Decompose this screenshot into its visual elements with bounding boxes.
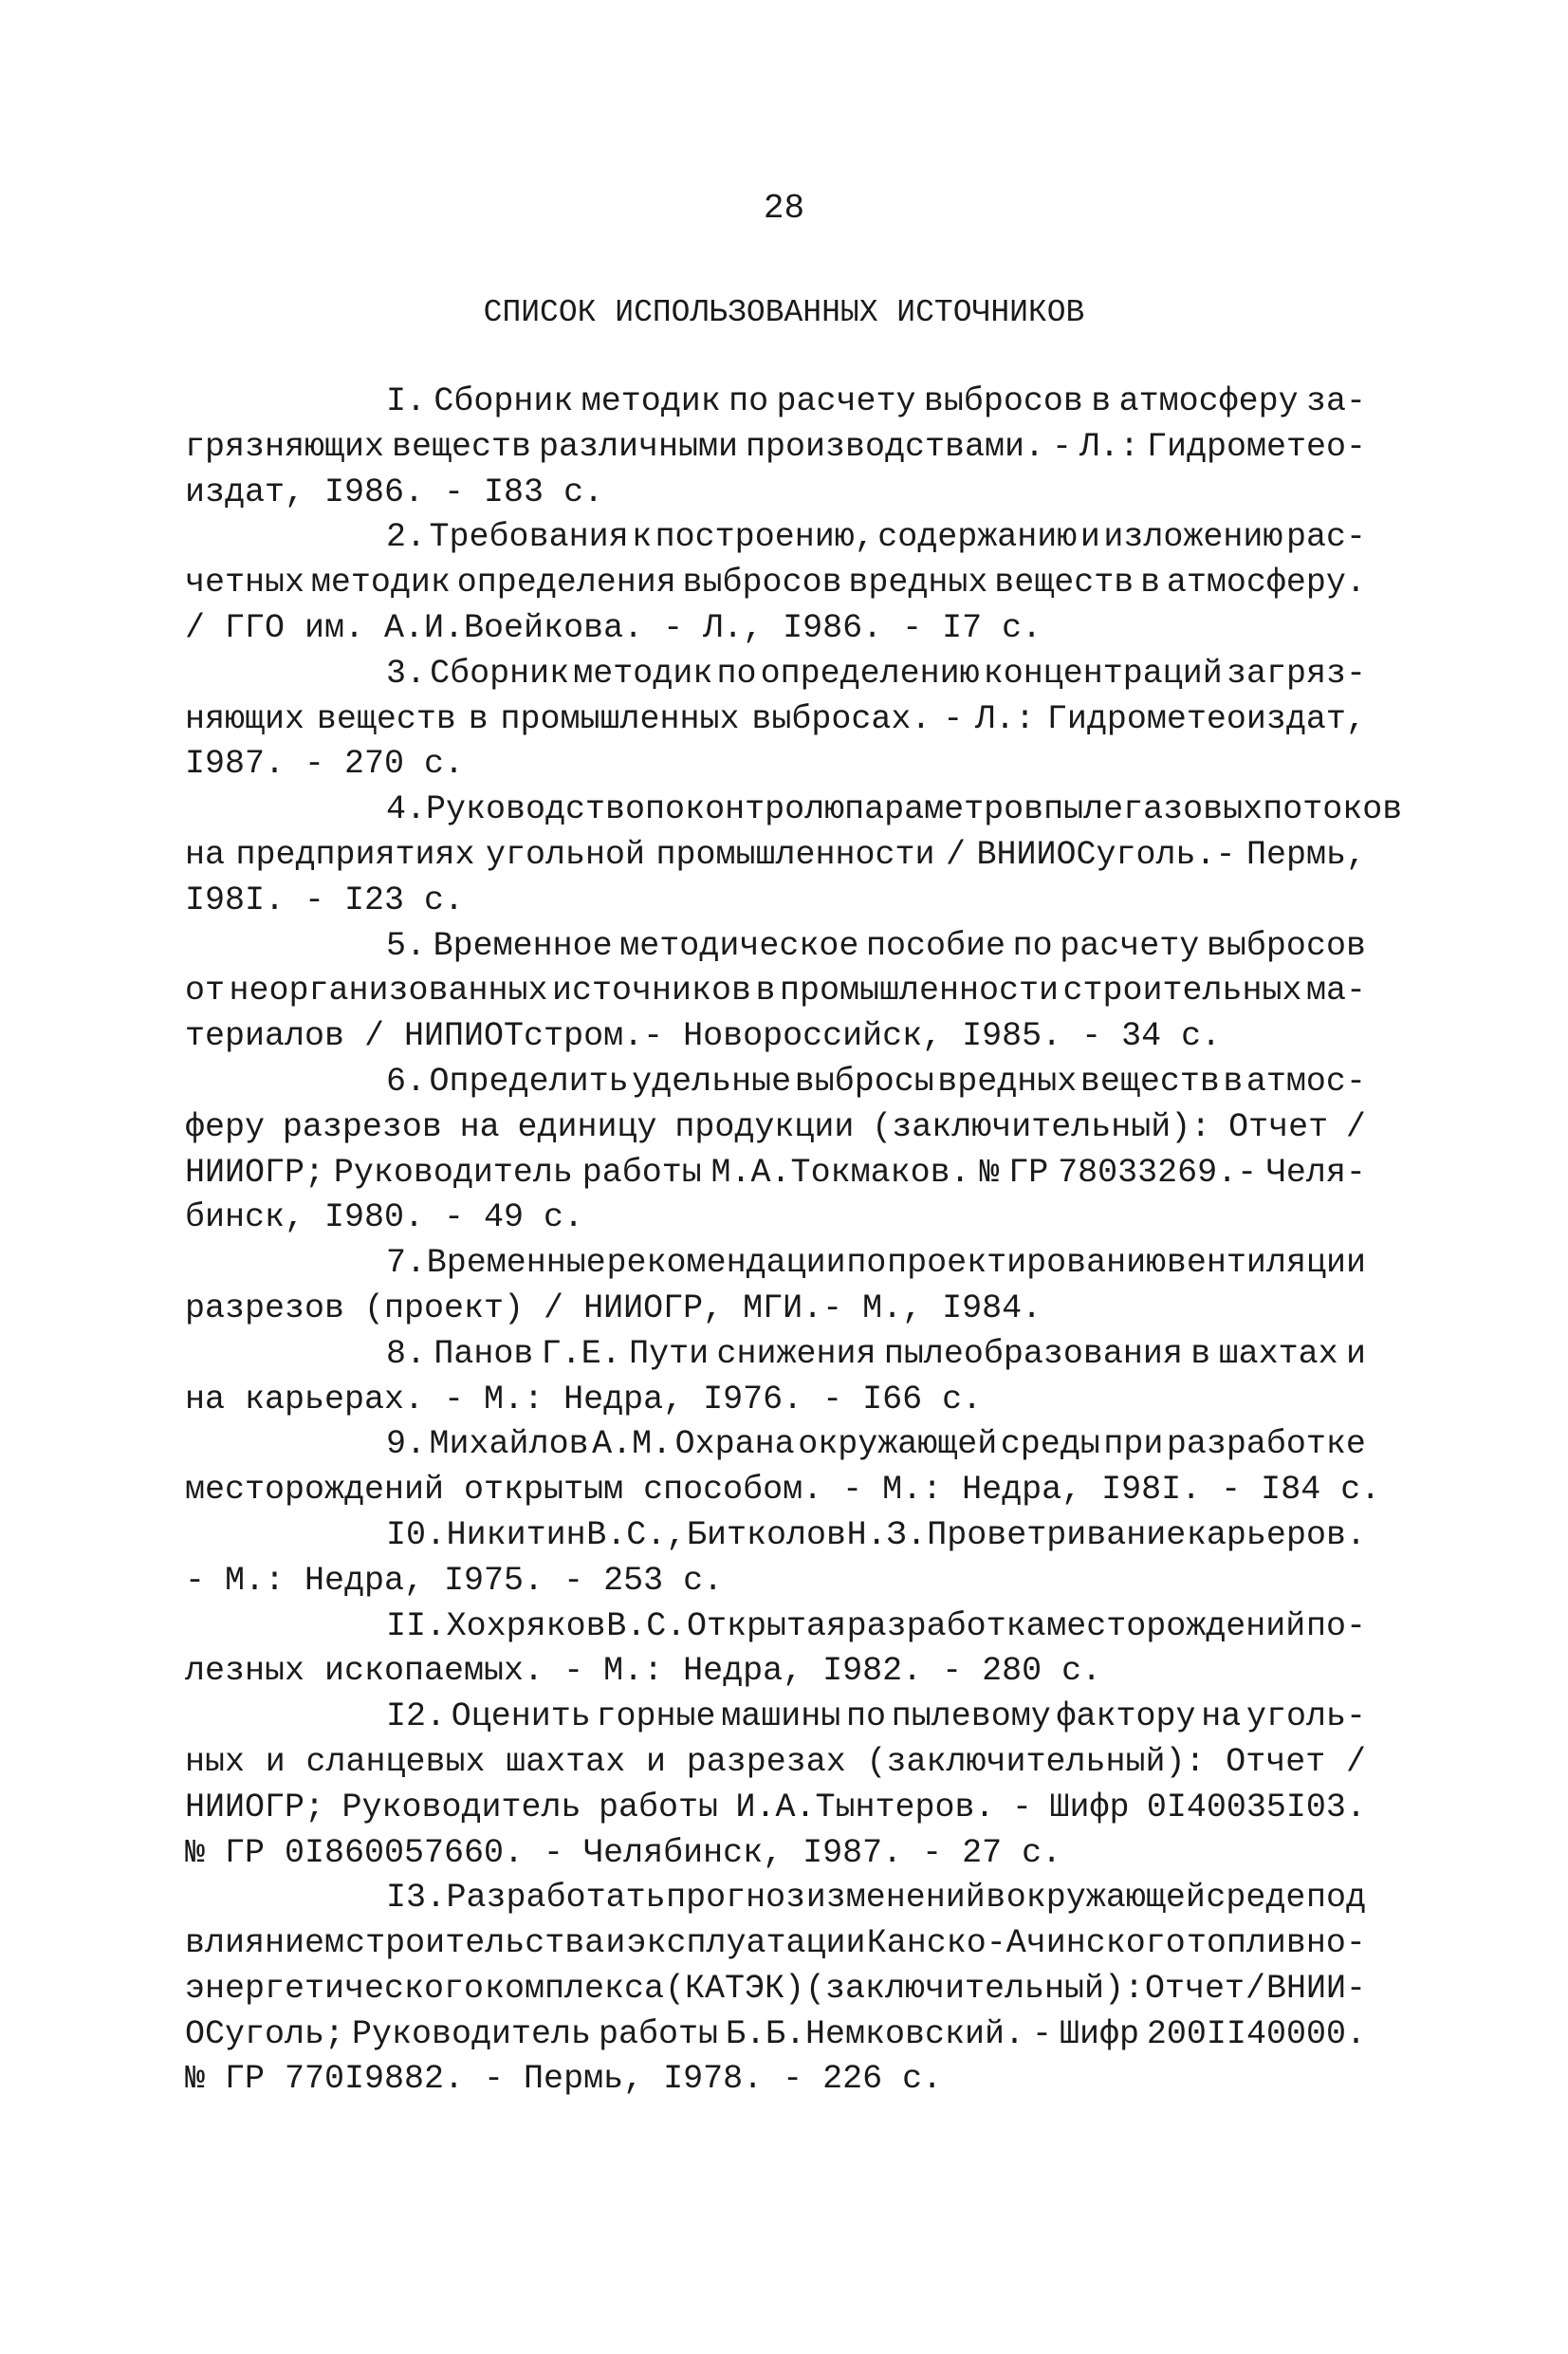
reference-line: териалов / НИПИОТстром.- Новороссийск, I985. - 34 с. xyxy=(185,1017,1222,1056)
reference-line: I987. - 270 с. xyxy=(185,745,465,784)
reference-line: от неорганизованных источников в промышленности строительных ма- xyxy=(185,972,1366,1010)
reference-item xyxy=(185,1422,1381,1513)
reference-line: 5. Временное методическое пособие по расчету выбросов xyxy=(386,926,1366,965)
reference-item xyxy=(185,1695,1366,1876)
reference-item xyxy=(185,515,1366,651)
reference-line: няющих веществ в промышленных выбросах. - Л.: Гидрометеоиздат, xyxy=(185,699,1366,738)
reference-line: I3. Разработать прогноз изменений в окружающей среде под xyxy=(386,1879,1366,1918)
reference-item xyxy=(185,1241,1366,1332)
reference-line: энергетического комплекса (КАТЭК) (заключительный): Отчет / ВНИИ- xyxy=(185,1969,1366,2008)
reference-item xyxy=(185,1060,1366,1241)
reference-line: I98I. - I23 с. xyxy=(185,880,465,919)
reference-line: месторождений открытым способом. - М.: Недра, I98I. - I84 с. xyxy=(185,1471,1381,1510)
reference-line: / ГГО им. А.И.Воейкова. - Л., I986. - I7 с. xyxy=(185,608,1042,647)
reference-line: разрезов (проект) / НИИОГР, МГИ.- М., I984. xyxy=(185,1288,1042,1327)
reference-line: № ГР 0I860057660. - Челябинск, I987. - 27 с. xyxy=(185,1833,1062,1872)
reference-line: ных и сланцевых шахтах и разрезах (заключительный): Отчет / xyxy=(185,1742,1366,1781)
reference-item xyxy=(185,788,1403,923)
reference-line: на предприятиях угольной промышленности / ВНИИОСуголь.- Пермь, xyxy=(185,835,1366,874)
page-title: СПИСОК ИСПОЛЬЗОВАННЫХ ИСТОЧНИКОВ xyxy=(483,295,1085,330)
reference-line: II. Хохряков В.С. Открытая разработка месторождений по- xyxy=(386,1606,1366,1645)
reference-line: грязняющих веществ различными производствами. - Л.: Гидрометео- xyxy=(185,427,1366,466)
reference-line: на карьерах. - М.: Недра, I976. - I66 с. xyxy=(185,1380,983,1418)
reference-line: НИИОГР; Руководитель работы М.А.Токмаков. № ГР 78033269.- Челя- xyxy=(185,1153,1366,1192)
reference-line: издат, I986. - I83 с. xyxy=(185,473,604,511)
reference-line: 8. Панов Г.Е. Пути снижения пылеобразования в шахтах и xyxy=(386,1334,1366,1373)
reference-line: 6. Определить удельные выбросы вредных веществ в атмос- xyxy=(386,1062,1366,1101)
reference-line: № ГР 770I9882. - Пермь, I978. - 226 с. xyxy=(185,2060,943,2099)
reference-line: 2. Требования к построению, содержанию и изложению рас- xyxy=(386,518,1366,557)
reference-line: I2. Оценить горные машины по пылевому фактору на уголь- xyxy=(386,1697,1366,1736)
reference-item xyxy=(185,1876,1366,2103)
reference-line: - М.: Недра, I975. - 253 с. xyxy=(185,1561,724,1600)
reference-list xyxy=(185,380,1403,2103)
reference-item xyxy=(185,1604,1366,1696)
reference-line: 9. Михайлов А.М. Охрана окружающей среды при разработке xyxy=(386,1425,1366,1464)
page-number: 28 xyxy=(763,189,805,228)
reference-line: 3. Сборник методик по определению концентраций загряз- xyxy=(386,654,1366,693)
reference-line: четных методик определения выбросов вредных веществ в атмосферу. xyxy=(185,564,1366,602)
reference-line: ОСуголь; Руководитель работы Б.Б.Немковский. - Шифр 200II40000. xyxy=(185,2014,1366,2053)
reference-line: бинск, I980. - 49 с. xyxy=(185,1198,584,1237)
reference-line: 4.Руководство по контролю параметров пылегазовых потоков xyxy=(386,790,1403,829)
reference-line: влиянием строительства и эксплуатации Канско-Ачинского топливно- xyxy=(185,1924,1366,1963)
reference-line: I. Сборник методик по расчету выбросов в атмосферу за- xyxy=(386,382,1366,420)
reference-line: 7. Временные рекомендации по проектированию вентиляции xyxy=(386,1244,1366,1283)
reference-item xyxy=(185,1332,1366,1423)
reference-line: НИИОГР; Руководитель работы И.А.Тынтеров. - Шифр 0I40035I03. xyxy=(185,1788,1366,1826)
reference-item xyxy=(185,1513,1366,1604)
reference-item xyxy=(185,380,1366,515)
reference-line: лезных ископаемых. - М.: Недра, I982. - 280 с. xyxy=(185,1652,1102,1691)
reference-item xyxy=(185,652,1366,788)
reference-line: феру разрезов на единицу продукции (заключительный): Отчет / xyxy=(185,1107,1366,1146)
reference-line: I0. Никитин В.С., Битколов Н.З. Проветривание карьеров. xyxy=(386,1515,1366,1554)
reference-item xyxy=(185,924,1366,1060)
